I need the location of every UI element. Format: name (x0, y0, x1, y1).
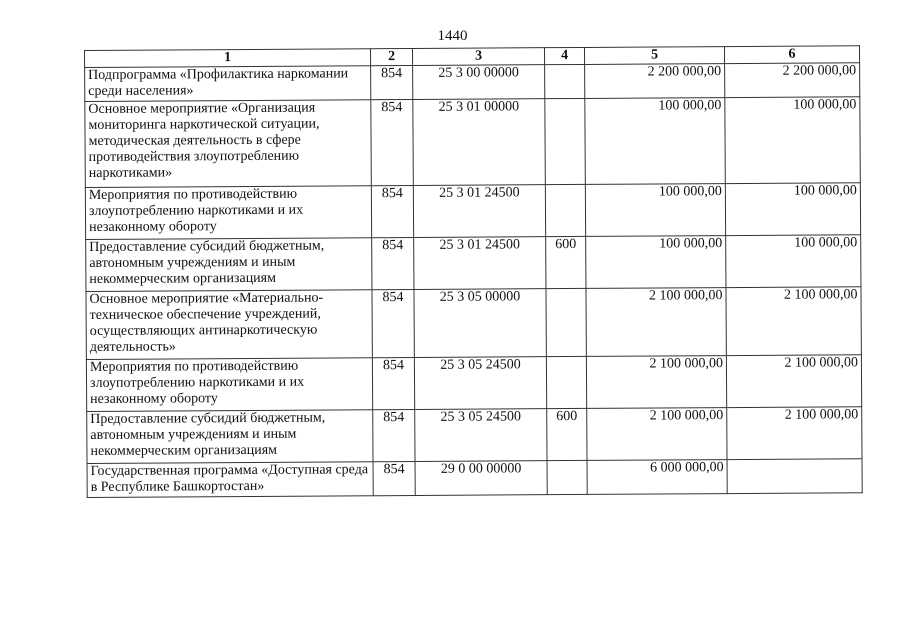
row-sum-1-cell: 2 100 000,00 (586, 356, 726, 409)
table-row (85, 97, 861, 188)
row-code-cell: 854 (371, 185, 413, 237)
row-code-cell: 854 (372, 357, 414, 409)
table-row (86, 355, 861, 412)
row-name-cell: Основное мероприятие «Материально-техническое обеспечение учреждений, осуществляющих антинаркотическую деятельность» (86, 290, 372, 360)
row-sum-1-cell: 2 100 000,00 (586, 288, 726, 357)
row-sum-1-cell: 6 000 000,00 (587, 460, 727, 495)
row-name-cell: Предоставление субсидий бюджетным, автономным учреждениям и иным некоммерческим организациям (86, 238, 372, 292)
table-row (85, 183, 860, 240)
row-vr-cell (545, 184, 585, 236)
page-number: 1440 (437, 28, 468, 44)
row-sum-1-cell: 2 100 000,00 (587, 408, 727, 461)
row-vr-cell (546, 288, 586, 356)
row-csr-cell: 25 3 05 00000 (414, 289, 546, 358)
column-header: 1 (85, 49, 371, 68)
row-csr-cell: 25 3 00 00000 (413, 65, 545, 100)
column-header: 3 (412, 48, 544, 66)
row-csr-cell: 25 3 01 24500 (414, 237, 546, 290)
row-sum-2-cell: 100 000,00 (726, 235, 861, 288)
row-name-cell: Мероприятия по противодействию злоупотреблению наркотиками и их незаконному обороту (85, 186, 371, 240)
row-name-cell: Основное мероприятие «Организация мониторинга наркотической ситуации, методическая деятельность в сфере противодействия злоупотреблению наркотиками» (85, 100, 372, 188)
row-code-cell: 854 (371, 65, 413, 99)
row-vr-cell (546, 356, 586, 408)
table-row (87, 407, 862, 464)
table-row (85, 63, 860, 102)
row-code-cell: 854 (372, 237, 414, 289)
row-vr-cell (547, 460, 587, 494)
row-sum-2-cell (727, 459, 862, 494)
row-csr-cell: 25 3 01 00000 (413, 99, 546, 186)
row-name-cell: Государственная программа «Доступная среда в Республике Башкортостан» (87, 462, 373, 498)
row-sum-2-cell: 2 100 000,00 (726, 287, 861, 356)
row-sum-1-cell: 100 000,00 (585, 184, 725, 237)
column-header: 5 (584, 47, 724, 65)
table-row (87, 459, 862, 498)
column-header: 6 (724, 46, 859, 64)
row-csr-cell: 25 3 05 24500 (414, 357, 546, 410)
row-vr-cell (545, 98, 586, 184)
row-code-cell: 854 (373, 409, 415, 461)
row-sum-1-cell: 2 200 000,00 (585, 64, 725, 99)
row-sum-1-cell: 100 000,00 (586, 236, 726, 289)
row-name-cell: Предоставление субсидий бюджетным, автономным учреждениям и иным некоммерческим организациям (87, 410, 373, 464)
row-name-cell: Мероприятия по противодействию злоупотреблению наркотиками и их незаконному обороту (86, 358, 372, 412)
row-vr-cell (545, 64, 585, 98)
row-sum-2-cell: 2 200 000,00 (725, 63, 860, 98)
row-vr-cell: 600 (547, 408, 587, 460)
row-sum-1-cell: 100 000,00 (585, 98, 726, 185)
row-csr-cell: 29 0 00 00000 (415, 461, 547, 496)
row-sum-2-cell: 100 000,00 (725, 183, 860, 236)
row-sum-2-cell: 2 100 000,00 (727, 407, 862, 460)
column-header: 2 (370, 48, 412, 65)
row-csr-cell: 25 3 05 24500 (415, 409, 547, 462)
row-code-cell: 854 (371, 99, 414, 185)
row-code-cell: 854 (372, 289, 414, 357)
row-sum-2-cell: 100 000,00 (725, 97, 861, 184)
row-sum-2-cell: 2 100 000,00 (726, 355, 861, 408)
table-row (86, 287, 861, 360)
table-row (86, 235, 861, 292)
row-code-cell: 854 (373, 461, 415, 495)
budget-table (84, 45, 863, 498)
row-name-cell: Подпрограмма «Профилактика наркомании среди населения» (85, 66, 371, 102)
row-csr-cell: 25 3 01 24500 (413, 185, 545, 238)
column-header: 4 (544, 47, 584, 64)
row-vr-cell: 600 (546, 236, 586, 288)
